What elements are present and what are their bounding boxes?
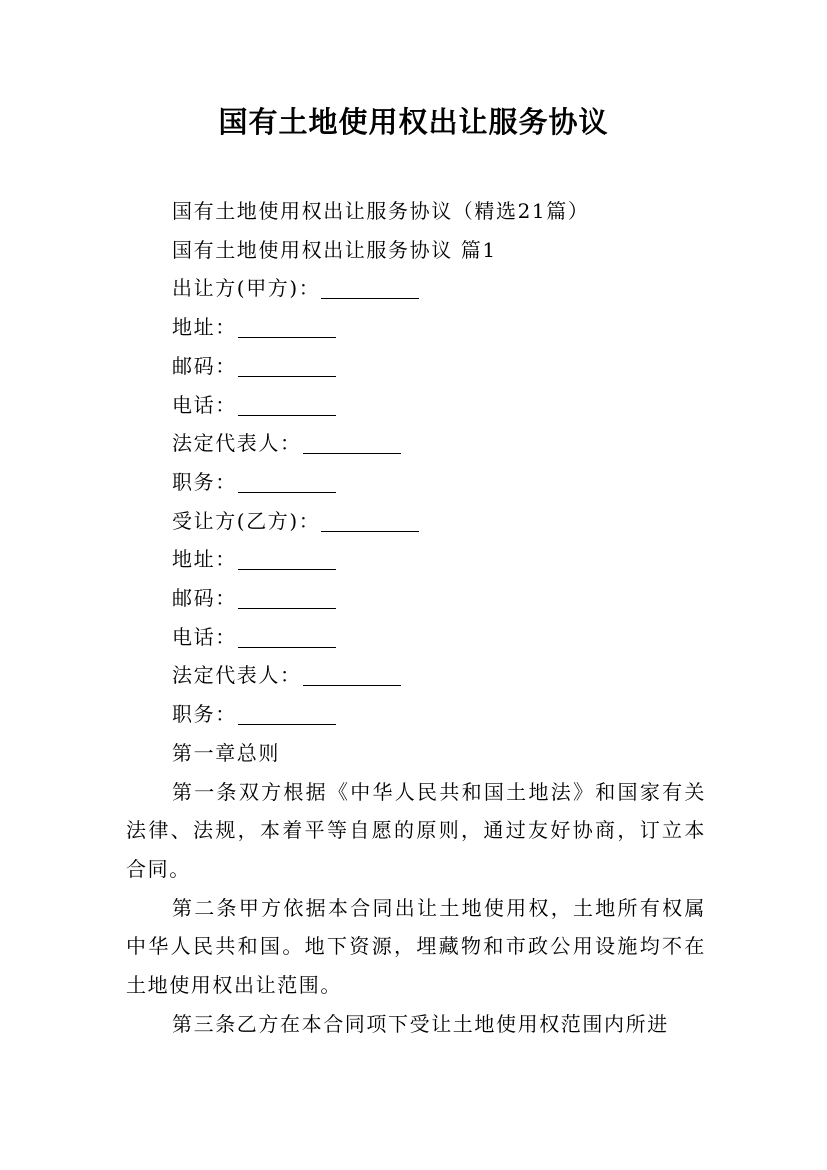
transferor-phone-field (126, 386, 706, 425)
blank-line (238, 568, 336, 570)
field-label: 法定代表人： (172, 431, 302, 456)
field-label: 法定代表人： (172, 663, 302, 688)
transferor-postcode-field (126, 347, 706, 386)
blank-line (238, 375, 336, 377)
transferee-postcode-field (126, 579, 706, 618)
field-label: 电话： (172, 624, 237, 649)
article-1: 第一条双方根据《中华人民共和国土地法》和国家有关法律、法规，本着平等自愿的原则，通过友好协商，订立本合同。 (126, 779, 706, 881)
field-label: 地址： (172, 547, 237, 572)
blank-line (238, 491, 336, 493)
transferee-representative-field (126, 656, 706, 695)
field-label: 出让方(甲方)： (172, 276, 321, 301)
field-label: 职务： (172, 702, 237, 727)
article-2: 第二条甲方依据本合同出让土地使用权，土地所有权属中华人民共和国。地下资源，埋藏物和市政公用设施均不在土地使用权出让范围。 (126, 895, 706, 998)
document-subtitle: 国有土地使用权出让服务协议（精选21篇） (172, 199, 590, 223)
transferee-heading (126, 502, 706, 541)
blank-line (238, 607, 336, 609)
blank-line (303, 684, 401, 686)
blank-line (303, 452, 401, 454)
document-body (126, 192, 706, 1043)
field-label: 地址： (172, 315, 237, 340)
transferor-heading (126, 269, 706, 308)
transferor-address-field (126, 308, 706, 347)
field-label: 职务： (172, 469, 237, 494)
blank-line (321, 530, 419, 532)
transferee-position-field (126, 695, 706, 734)
blank-line (321, 297, 419, 299)
chapter-heading: 第一章总则 (172, 740, 280, 765)
document-title: 国有土地使用权出让服务协议 (218, 105, 609, 139)
part-heading: 国有土地使用权出让服务协议 篇1 (172, 237, 497, 262)
field-label: 邮码： (172, 353, 237, 378)
blank-line (238, 646, 336, 648)
field-label: 受让方(乙方)： (172, 508, 321, 533)
transferor-position-field (126, 463, 706, 502)
article-3: 第三条乙方在本合同项下受让土地使用权范围内所进 (172, 1011, 669, 1036)
transferee-address-field (126, 540, 706, 579)
blank-line (238, 336, 336, 338)
field-label: 电话： (172, 392, 237, 417)
blank-line (238, 414, 336, 416)
blank-line (238, 723, 336, 725)
transferee-phone-field (126, 618, 706, 657)
field-label: 邮码： (172, 586, 237, 611)
transferor-representative-field (126, 424, 706, 463)
